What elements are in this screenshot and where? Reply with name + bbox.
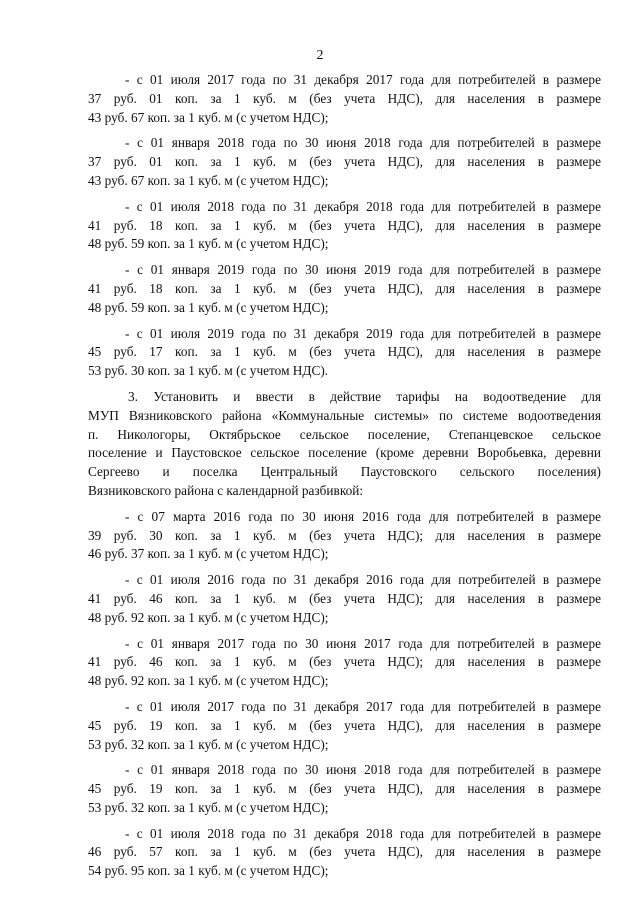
tariff-line: 53 руб. 32 коп. за 1 куб. м (с учетом НДС);: [88, 736, 329, 752]
tariff-line: 41 руб. 46 коп. за 1 куб. м (без учета НДС); для населения в размере: [88, 590, 601, 606]
tariff-line: - с 01 января 2017 года по 30 июня 2017 года для потребителей в размере: [125, 635, 601, 651]
tariff-item-sewage-2: [88, 571, 601, 627]
tariff-line: 46 руб. 37 коп. за 1 куб. м (с учетом НДС);: [88, 546, 329, 562]
tariff-line: 37 руб. 01 коп. за 1 куб. м (без учета НДС), для населения в размере: [88, 90, 601, 106]
tariff-item-water-5: [88, 325, 601, 381]
tariff-item-sewage-5: [88, 761, 601, 817]
tariff-line: - с 01 июля 2017 года по 31 декабря 2017 года для потребителей в размере: [125, 72, 601, 87]
tariff-line: 48 руб. 92 коп. за 1 куб. м (с учетом НДС);: [88, 673, 329, 689]
section-line: Вязниковского района с календарной разбивкой:: [88, 482, 364, 498]
section-line: поселение и Паустовское сельское поселение (кроме деревни Воробьевка, деревни: [88, 445, 601, 461]
page-number: 2: [316, 48, 324, 63]
tariff-item-sewage-3: [88, 635, 601, 691]
tariff-line: 48 руб. 59 коп. за 1 куб. м (с учетом НДС);: [88, 236, 329, 252]
section-line: п. Никологоры, Октябрьское сельское поселение, Степанцевское сельское: [88, 426, 601, 442]
section-line: 3. Установить и ввести в действие тарифы на водоотведение для: [128, 388, 601, 404]
tariff-line: - с 07 марта 2016 года по 30 июня 2016 года для потребителей в размере: [125, 508, 601, 524]
tariff-line: - с 01 января 2018 года по 30 июня 2018 года для потребителей в размере: [125, 135, 601, 151]
tariff-line: 48 руб. 59 коп. за 1 куб. м (с учетом НДС);: [88, 299, 329, 315]
tariff-line: 45 руб. 19 коп. за 1 куб. м (без учета НДС), для населения в размере: [88, 717, 601, 733]
tariff-line: 39 руб. 30 коп. за 1 куб. м (без учета НДС); для населения в размере: [88, 527, 601, 543]
tariff-line: 54 руб. 95 коп. за 1 куб. м (с учетом НДС);: [88, 863, 329, 879]
tariff-line: - с 01 июля 2019 года по 31 декабря 2019 года для потребителей в размере: [125, 325, 601, 341]
tariff-line: 37 руб. 01 коп. за 1 куб. м (без учета НДС), для населения в размере: [88, 154, 601, 170]
tariff-line: 45 руб. 17 коп. за 1 куб. м (без учета НДС), для населения в размере: [88, 344, 601, 360]
tariff-item-sewage-1: [88, 508, 601, 564]
tariff-item-sewage-6: [88, 825, 601, 881]
tariff-line: 53 руб. 30 коп. за 1 куб. м (с учетом НДС).: [88, 363, 329, 379]
water-tariff-list: [88, 71, 601, 381]
tariff-line: 45 руб. 19 коп. за 1 куб. м (без учета НДС), для населения в размере: [88, 781, 601, 797]
tariff-line: 41 руб. 46 коп. за 1 куб. м (без учета НДС); для населения в размере: [88, 654, 601, 670]
tariff-item-sewage-4: [88, 698, 601, 754]
tariff-line: 43 руб. 67 коп. за 1 куб. м (с учетом НДС);: [88, 172, 329, 188]
tariff-line: 46 руб. 57 коп. за 1 куб. м (без учета НДС), для населения в размере: [88, 844, 601, 860]
sewage-tariff-list: [88, 508, 601, 881]
tariff-line: - с 01 января 2019 года по 30 июня 2019 года для потребителей в размере: [125, 262, 601, 278]
document-body: [88, 71, 601, 888]
tariff-line: 41 руб. 18 коп. за 1 куб. м (без учета НДС), для населения в размере: [88, 217, 601, 233]
tariff-line: 41 руб. 18 коп. за 1 куб. м (без учета НДС), для населения в размере: [88, 280, 601, 296]
tariff-line: - с 01 января 2018 года по 30 июня 2018 года для потребителей в размере: [125, 762, 601, 778]
tariff-line: 48 руб. 92 коп. за 1 куб. м (с учетом НДС);: [88, 609, 329, 625]
tariff-item-water-1: [88, 71, 601, 127]
section-line: Сергеево и поселка Центральный Паустовского сельского поселения): [88, 464, 601, 480]
tariff-line: 43 руб. 67 коп. за 1 куб. м (с учетом НДС);: [88, 109, 329, 125]
tariff-item-water-4: [88, 261, 601, 317]
tariff-line: - с 01 июля 2018 года по 31 декабря 2018 года для потребителей в размере: [125, 825, 601, 841]
tariff-item-water-3: [88, 198, 601, 254]
tariff-item-water-2: [88, 134, 601, 190]
section-3-paragraph: [88, 388, 601, 501]
tariff-line: - с 01 июля 2017 года по 31 декабря 2017 года для потребителей в размере: [125, 698, 601, 714]
tariff-line: - с 01 июля 2018 года по 31 декабря 2018 года для потребителей в размере: [125, 198, 601, 214]
tariff-line: - с 01 июля 2016 года по 31 декабря 2016 года для потребителей в размере: [125, 572, 601, 588]
section-line: МУП Вязниковского района «Коммунальные системы» по системе водоотведения: [88, 407, 601, 423]
tariff-line: 53 руб. 32 коп. за 1 куб. м (с учетом НДС);: [88, 799, 329, 815]
